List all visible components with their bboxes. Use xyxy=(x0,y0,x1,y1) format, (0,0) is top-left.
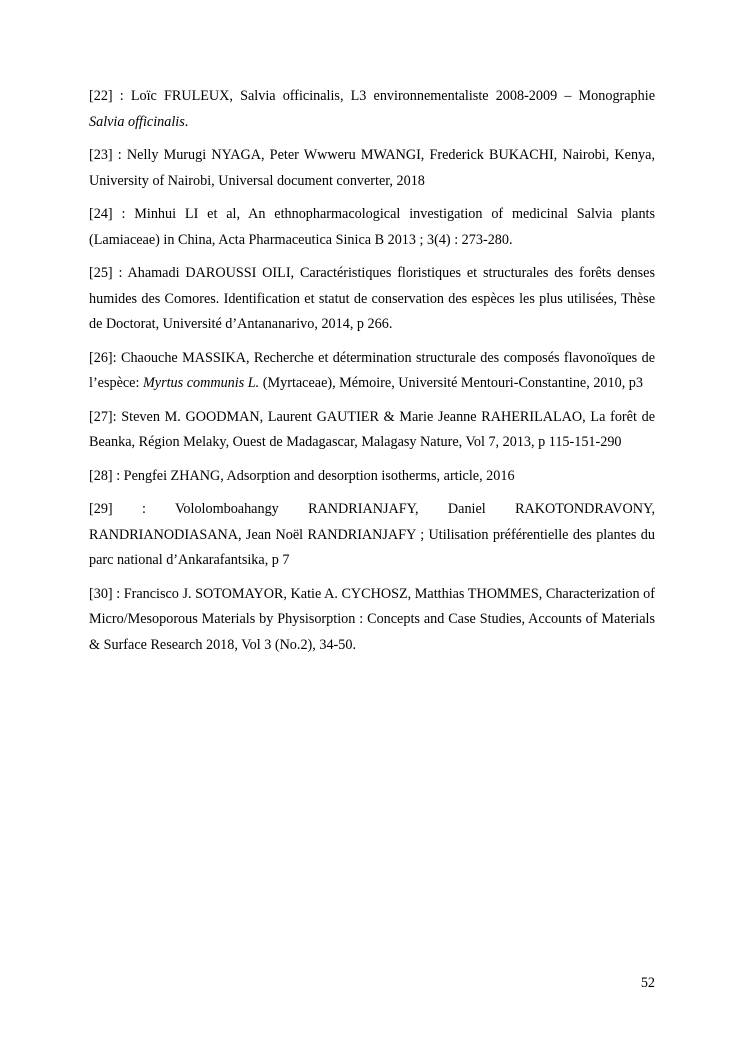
reference-text: : Steven M. GOODMAN, Laurent GAUTIER & Marie Jeanne RAHERILALAO, La forêt de Beanka, Région Melaky, Ouest de Madagascar, Malagasy Nature, Vol 7, 2013, p 115-151-290 xyxy=(89,408,655,450)
reference-item xyxy=(89,582,655,659)
reference-id: [26] xyxy=(89,349,113,366)
reference-item xyxy=(89,405,655,456)
reference-id: [23] xyxy=(89,147,113,163)
reference-id: [27] xyxy=(89,408,113,425)
reference-item xyxy=(89,143,655,194)
reference-item xyxy=(89,84,655,135)
reference-item xyxy=(89,346,655,397)
reference-italic-text: Myrtus communis L. xyxy=(142,375,260,391)
reference-id: [28] xyxy=(89,467,113,484)
reference-id: [29] xyxy=(89,501,113,517)
reference-text: : Vololomboahangy RANDRIANJAFY, Daniel RAKOTONDRAVONY, RANDRIANODIASANA, Jean Noël RANDRIANJAFY ; Utilisation préférentielle des plantes du parc national d’Ankarafantsika, p 7 xyxy=(89,501,655,568)
reference-text: : Loïc FRULEUX, Salvia officinalis, L3 environnementaliste 2008-2009 – Monographie xyxy=(112,88,655,104)
reference-text: : Minhui LI et al, An ethnopharmacological investigation of medicinal Salvia plants (Lamiaceae) in China, Acta Pharmaceutica Sinica B 2013 ; 3(4) : 273-280. xyxy=(89,206,655,248)
reference-text: . xyxy=(184,113,189,130)
reference-item xyxy=(89,497,655,574)
reference-item xyxy=(89,464,655,490)
reference-text: : Pengfei ZHANG, Adsorption and desorption isotherms, article, 2016 xyxy=(112,467,515,484)
reference-item xyxy=(89,202,655,253)
reference-list xyxy=(89,84,655,666)
reference-text: : Chaouche MASSIKA, Recherche et détermination structurale des composés flavonoïques de l’espèce: xyxy=(89,349,655,391)
reference-id: [25] xyxy=(89,265,113,281)
reference-item xyxy=(89,261,655,338)
reference-id: [24] xyxy=(89,206,113,222)
reference-text: (Myrtaceae), Mémoire, Université Mentouri-Constantine, 2010, p3 xyxy=(259,375,643,391)
reference-italic-text: Salvia officinalis xyxy=(89,113,185,130)
page-number: 52 xyxy=(640,975,655,991)
reference-text: : Francisco J. SOTOMAYOR, Katie A. CYCHOSZ, Matthias THOMMES, Characterization of Micro/Mesoporous Materials by Physisorption : Concepts and Case Studies, Accounts of Materials & Surface Research 2018, Vol 3 (No.2), 34-50. xyxy=(89,585,655,653)
reference-id: [30] xyxy=(89,585,113,602)
reference-text: : Nelly Murugi NYAGA, Peter Wwweru MWANGI, Frederick BUKACHI, Nairobi, Kenya, University of Nairobi, Universal document converter, 2018 xyxy=(89,147,655,189)
reference-id: [22] xyxy=(89,88,113,104)
reference-text: : Ahamadi DAROUSSI OILI, Caractéristiques floristiques et structurales des forêts denses humides des Comores. Identification et statut de conservation des espèces les plus utilisées, Thèse de Doctorat, Université d’Antananarivo, 2014, p 266. xyxy=(89,265,655,332)
